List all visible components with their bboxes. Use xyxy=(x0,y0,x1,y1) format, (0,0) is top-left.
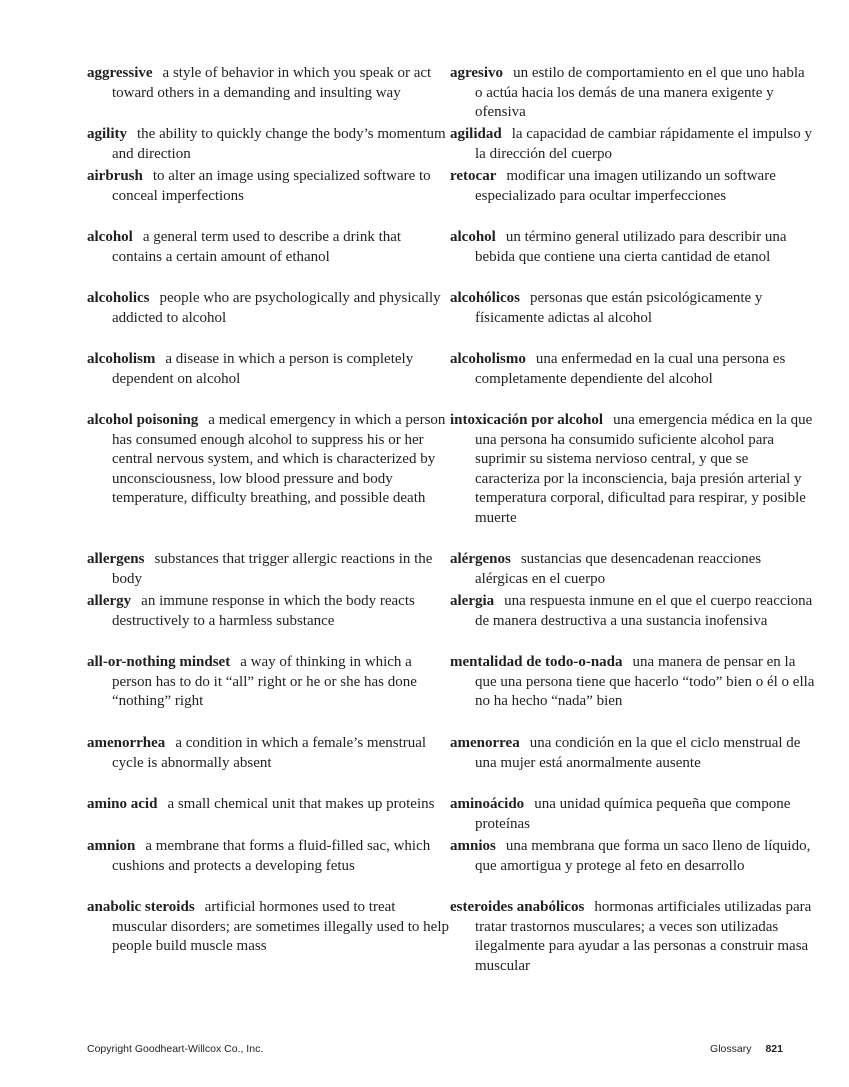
glossary-entry-en xyxy=(87,289,452,328)
definition-es: hormonas artificiales utilizadas para tratar trastornos musculares; a veces son utilizadas ilegalmente para ayudar a las personas a construir masa muscular xyxy=(475,899,812,974)
glossary-entry-es xyxy=(450,167,815,206)
term-en: amino acid xyxy=(87,796,158,812)
definition-es: un término general utilizado para describir una bebida que contiene una cierta cantidad de etanol xyxy=(475,229,787,265)
term-en: allergy xyxy=(87,593,132,609)
term-es: mentalidad de todo-o-nada xyxy=(450,654,623,670)
definition-es: una unidad química pequeña que compone proteínas xyxy=(475,796,791,832)
term-es: retocar xyxy=(450,168,497,184)
definition-en: a small chemical unit that makes up proteins xyxy=(167,796,435,812)
definition-es: modificar una imagen utilizando un software especializado para ocultar imperfecciones xyxy=(475,168,776,204)
term-en: alcoholism xyxy=(87,351,156,367)
glossary-entry-es xyxy=(450,228,815,267)
glossary-entry-es xyxy=(450,289,815,328)
glossary-entry-en xyxy=(87,795,452,815)
term-es: amnios xyxy=(450,838,496,854)
definition-en: the ability to quickly change the body’s momentum and direction xyxy=(112,126,446,162)
definition-en: a medical emergency in which a person has consumed enough alcohol to suppress his or her central nervous system, and which is characterized by unconsciousness, low blood pressure and body temperature, difficulty breathing, and possible death xyxy=(112,412,446,506)
glossary-entry-es xyxy=(450,411,815,528)
glossary-entry-en xyxy=(87,592,452,631)
glossary-entry-en xyxy=(87,550,452,589)
definition-en: to alter an image using specialized software to conceal imperfections xyxy=(112,168,431,204)
glossary-entry-es xyxy=(450,64,815,123)
glossary-entry-en xyxy=(87,228,452,267)
term-en: airbrush xyxy=(87,168,143,184)
term-en: alcoholics xyxy=(87,290,150,306)
glossary-entry-es xyxy=(450,653,815,712)
term-es: alcoholismo xyxy=(450,351,526,367)
definition-en: an immune response in which the body reacts destructively to a harmless substance xyxy=(112,593,415,629)
definition-es: un estilo de comportamiento en el que uno habla o actúa hacia los demás de una manera exigente y ofensiva xyxy=(475,65,805,120)
glossary-entry-es xyxy=(450,350,815,389)
glossary-entry-es xyxy=(450,837,815,876)
glossary-entry-en xyxy=(87,411,452,509)
term-en: allergens xyxy=(87,551,145,567)
glossary-entry-es xyxy=(450,795,815,834)
glossary-entry-en xyxy=(87,898,452,957)
term-es: alcohólicos xyxy=(450,290,520,306)
term-en: amenorrhea xyxy=(87,735,166,751)
definition-es: una membrana que forma un saco lleno de líquido, que amortigua y protege al feto en desarrollo xyxy=(475,838,811,874)
definition-en: a style of behavior in which you speak or act toward others in a demanding and insulting way xyxy=(112,65,432,101)
definition-es: una enfermedad en la cual una persona es completamente dependiente del alcohol xyxy=(475,351,786,387)
term-en: alcohol poisoning xyxy=(87,412,199,428)
definition-en: a membrane that forms a fluid-filled sac, which cushions and protects a developing fetus xyxy=(112,838,431,874)
glossary-entry-es xyxy=(450,734,815,773)
term-es: amenorrea xyxy=(450,735,520,751)
term-es: alergia xyxy=(450,593,495,609)
copyright-notice: Copyright Goodheart-Willcox Co., Inc. xyxy=(87,1043,264,1055)
term-es: esteroides anabólicos xyxy=(450,899,585,915)
glossary-entry-en xyxy=(87,734,452,773)
definition-es: una condición en la que el ciclo menstrual de una mujer está anormalmente ausente xyxy=(475,735,801,771)
definition-es: la capacidad de cambiar rápidamente el impulso y la dirección del cuerpo xyxy=(475,126,812,162)
definition-es: sustancias que desencadenan reacciones alérgicas en el cuerpo xyxy=(475,551,762,587)
term-es: alcohol xyxy=(450,229,496,245)
term-en: alcohol xyxy=(87,229,133,245)
section-name: Glossary xyxy=(710,1043,752,1055)
definition-en: a condition in which a female’s menstrual cycle is abnormally absent xyxy=(112,735,427,771)
page-folio xyxy=(710,1043,783,1055)
definition-en: artificial hormones used to treat muscular disorders; are sometimes illegally used to help people build muscle mass xyxy=(112,899,450,954)
glossary-entry-en xyxy=(87,653,452,712)
term-es: agresivo xyxy=(450,65,504,81)
term-en: aggressive xyxy=(87,65,153,81)
definition-es: una manera de pensar en la que una persona tiene que hacerlo “todo” bien o él o ella no ha hecho “nada” bien xyxy=(475,654,815,709)
glossary-entry-es xyxy=(450,898,815,976)
glossary-entry-en xyxy=(87,64,452,103)
term-en: amnion xyxy=(87,838,136,854)
term-es: agilidad xyxy=(450,126,502,142)
glossary-entry-en xyxy=(87,125,452,164)
definition-en: substances that trigger allergic reactions in the body xyxy=(112,551,433,587)
definition-en: a way of thinking in which a person has to do it “all” right or he or she has done “nothing” right xyxy=(112,654,417,709)
definition-en: people who are psychologically and physically addicted to alcohol xyxy=(112,290,441,326)
term-es: aminoácido xyxy=(450,796,525,812)
term-en: anabolic steroids xyxy=(87,899,195,915)
definition-es: una respuesta inmune en el que el cuerpo reacciona de manera destructiva a una sustancia inofensiva xyxy=(475,593,813,629)
term-es: intoxicación por alcohol xyxy=(450,412,604,428)
definition-en: a general term used to describe a drink that contains a certain amount of ethanol xyxy=(112,229,402,265)
glossary-entry-es xyxy=(450,125,815,164)
glossary-entry-en xyxy=(87,167,452,206)
page-number: 821 xyxy=(765,1043,783,1055)
term-en: agility xyxy=(87,126,127,142)
glossary-entry-en xyxy=(87,350,452,389)
definition-en: a disease in which a person is completely dependent on alcohol xyxy=(112,351,414,387)
glossary-entry-en xyxy=(87,837,452,876)
term-es: alérgenos xyxy=(450,551,511,567)
definition-es: personas que están psicológicamente y físicamente adictas al alcohol xyxy=(475,290,763,326)
term-en: all-or-nothing mindset xyxy=(87,654,231,670)
definition-es: una emergencia médica en la que una persona ha consumido suficiente alcohol para suprimir su sistema nervioso central, y que se caracteriza por la inconsciencia, baja presión arterial y temperatura corporal, dificultad para respirar, y posible muerte xyxy=(475,412,813,526)
glossary-entry-es xyxy=(450,592,815,631)
glossary-entry-es xyxy=(450,550,815,589)
